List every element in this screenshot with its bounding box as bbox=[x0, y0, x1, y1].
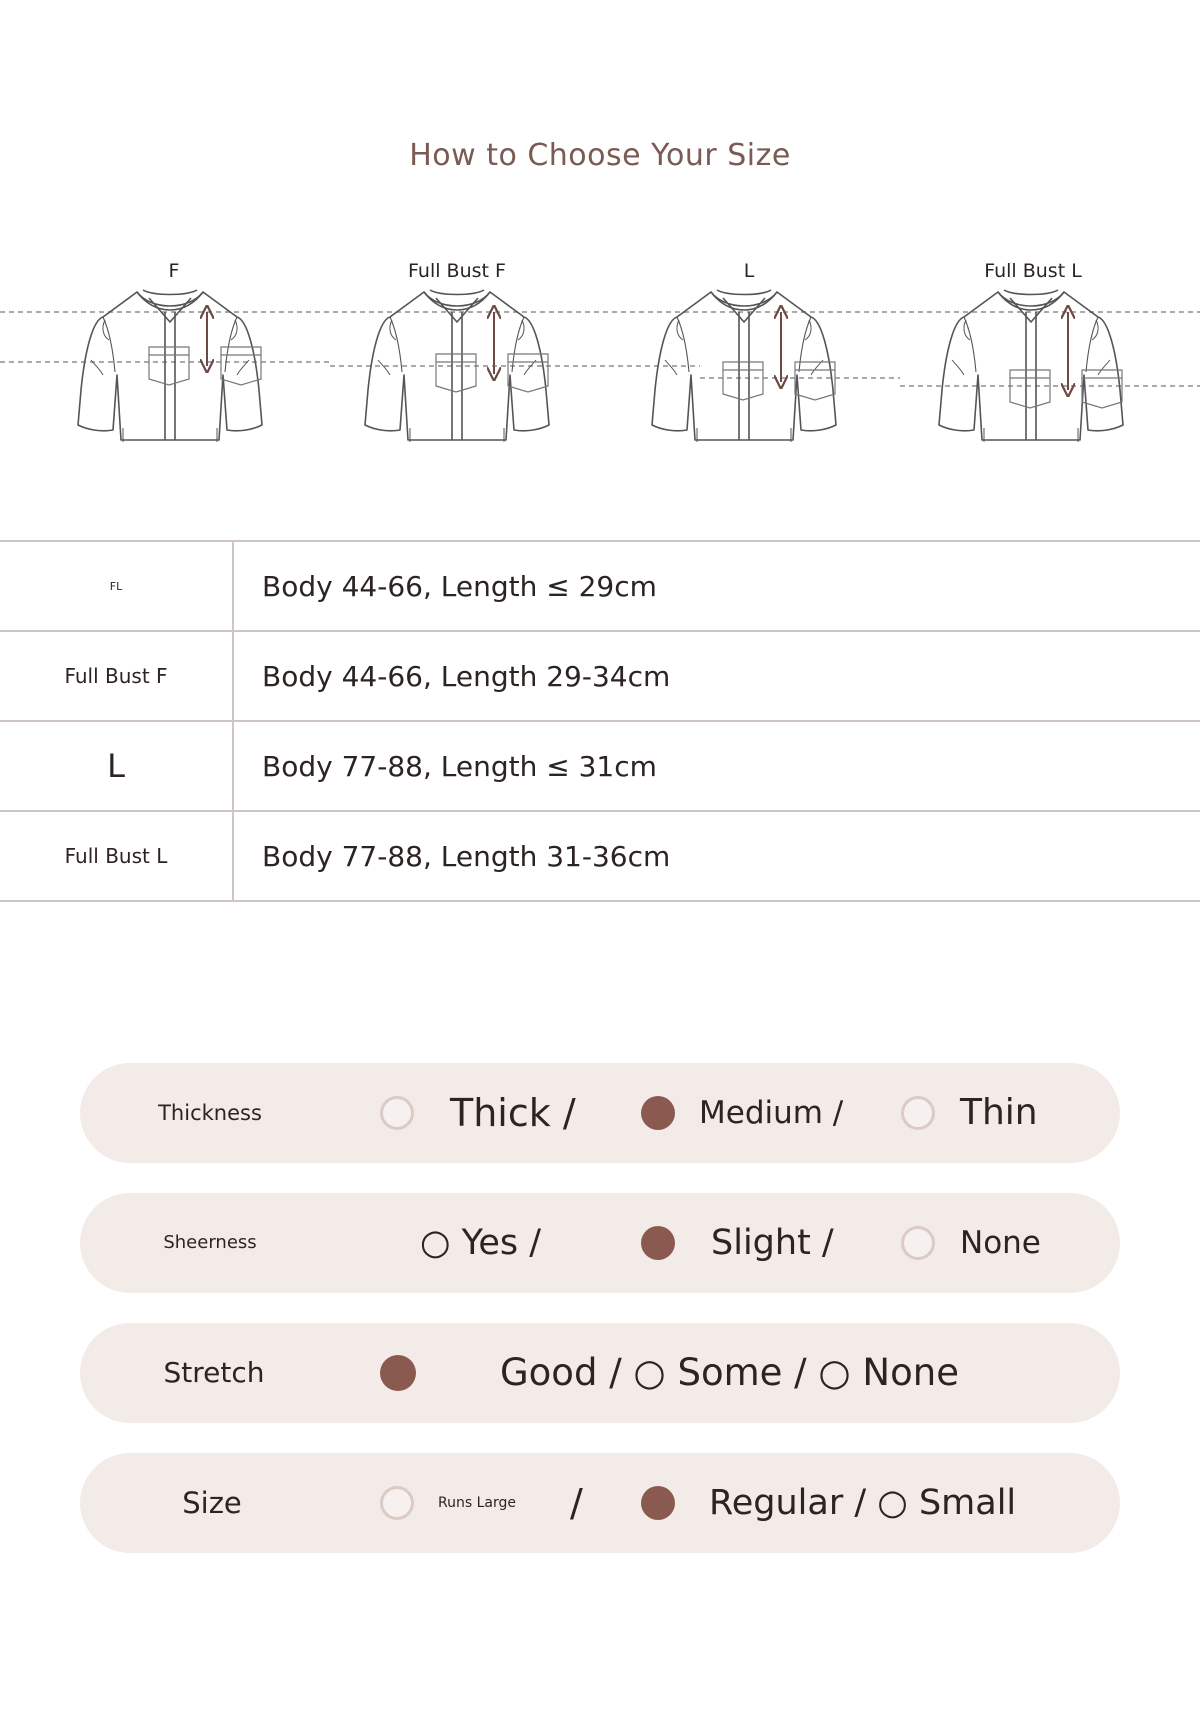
stretch-row bbox=[80, 1323, 1120, 1423]
size-slash: / bbox=[570, 1481, 583, 1525]
size-cell: FL bbox=[0, 541, 233, 631]
good-radio[interactable] bbox=[380, 1355, 416, 1391]
thick-radio[interactable] bbox=[380, 1096, 414, 1130]
slight-option: Slight / bbox=[711, 1223, 834, 1263]
thin-radio[interactable] bbox=[901, 1096, 935, 1130]
size-cell: L bbox=[0, 721, 233, 811]
yes-option: ○ Yes / bbox=[420, 1223, 542, 1263]
thickness-label: Thickness bbox=[158, 1101, 262, 1125]
runs-large-radio[interactable] bbox=[380, 1486, 414, 1520]
regular-radio[interactable] bbox=[641, 1486, 675, 1520]
size-description: Body 77-88, Length 31-36cm bbox=[233, 811, 1200, 901]
figure-label-l: L bbox=[743, 260, 755, 282]
table-row bbox=[0, 721, 1200, 811]
size-cell: Full Bust L bbox=[0, 811, 233, 901]
medium-option: Medium / bbox=[699, 1095, 844, 1131]
slight-radio[interactable] bbox=[641, 1226, 675, 1260]
figure-label-full-bust-f: Full Bust F bbox=[408, 260, 506, 282]
thick-option: Thick / bbox=[450, 1091, 576, 1135]
table-row bbox=[0, 541, 1200, 631]
size-fit-label: Size bbox=[182, 1486, 242, 1520]
table-row bbox=[0, 811, 1200, 901]
size-figures bbox=[0, 250, 1200, 500]
runs-large-option: Runs Large bbox=[438, 1495, 516, 1511]
none-option: None bbox=[960, 1225, 1041, 1261]
stretch-options: Good / ○ Some / ○ None bbox=[500, 1351, 959, 1394]
size-description: Body 77-88, Length ≤ 31cm bbox=[233, 721, 1200, 811]
regular-small-options: Regular / ○ Small bbox=[709, 1483, 1017, 1523]
size-description: Body 44-66, Length 29-34cm bbox=[233, 631, 1200, 721]
medium-radio[interactable] bbox=[641, 1096, 675, 1130]
size-table bbox=[0, 540, 1200, 902]
stretch-label: Stretch bbox=[163, 1356, 265, 1389]
size-fit-row bbox=[80, 1453, 1120, 1553]
sheerness-row bbox=[80, 1193, 1120, 1293]
none-radio[interactable] bbox=[901, 1226, 935, 1260]
size-description: Body 44-66, Length ≤ 29cm bbox=[233, 541, 1200, 631]
figure-label-full-bust-l: Full Bust L bbox=[984, 260, 1082, 282]
size-cell: Full Bust F bbox=[0, 631, 233, 721]
thin-option: Thin bbox=[960, 1092, 1038, 1133]
thickness-row bbox=[80, 1063, 1120, 1163]
page-title: How to Choose Your Size bbox=[409, 138, 791, 173]
table-row bbox=[0, 631, 1200, 721]
size-figures-drawing bbox=[0, 250, 1200, 500]
figure-label-f: F bbox=[168, 260, 180, 282]
sheerness-label: Sheerness bbox=[163, 1232, 257, 1253]
